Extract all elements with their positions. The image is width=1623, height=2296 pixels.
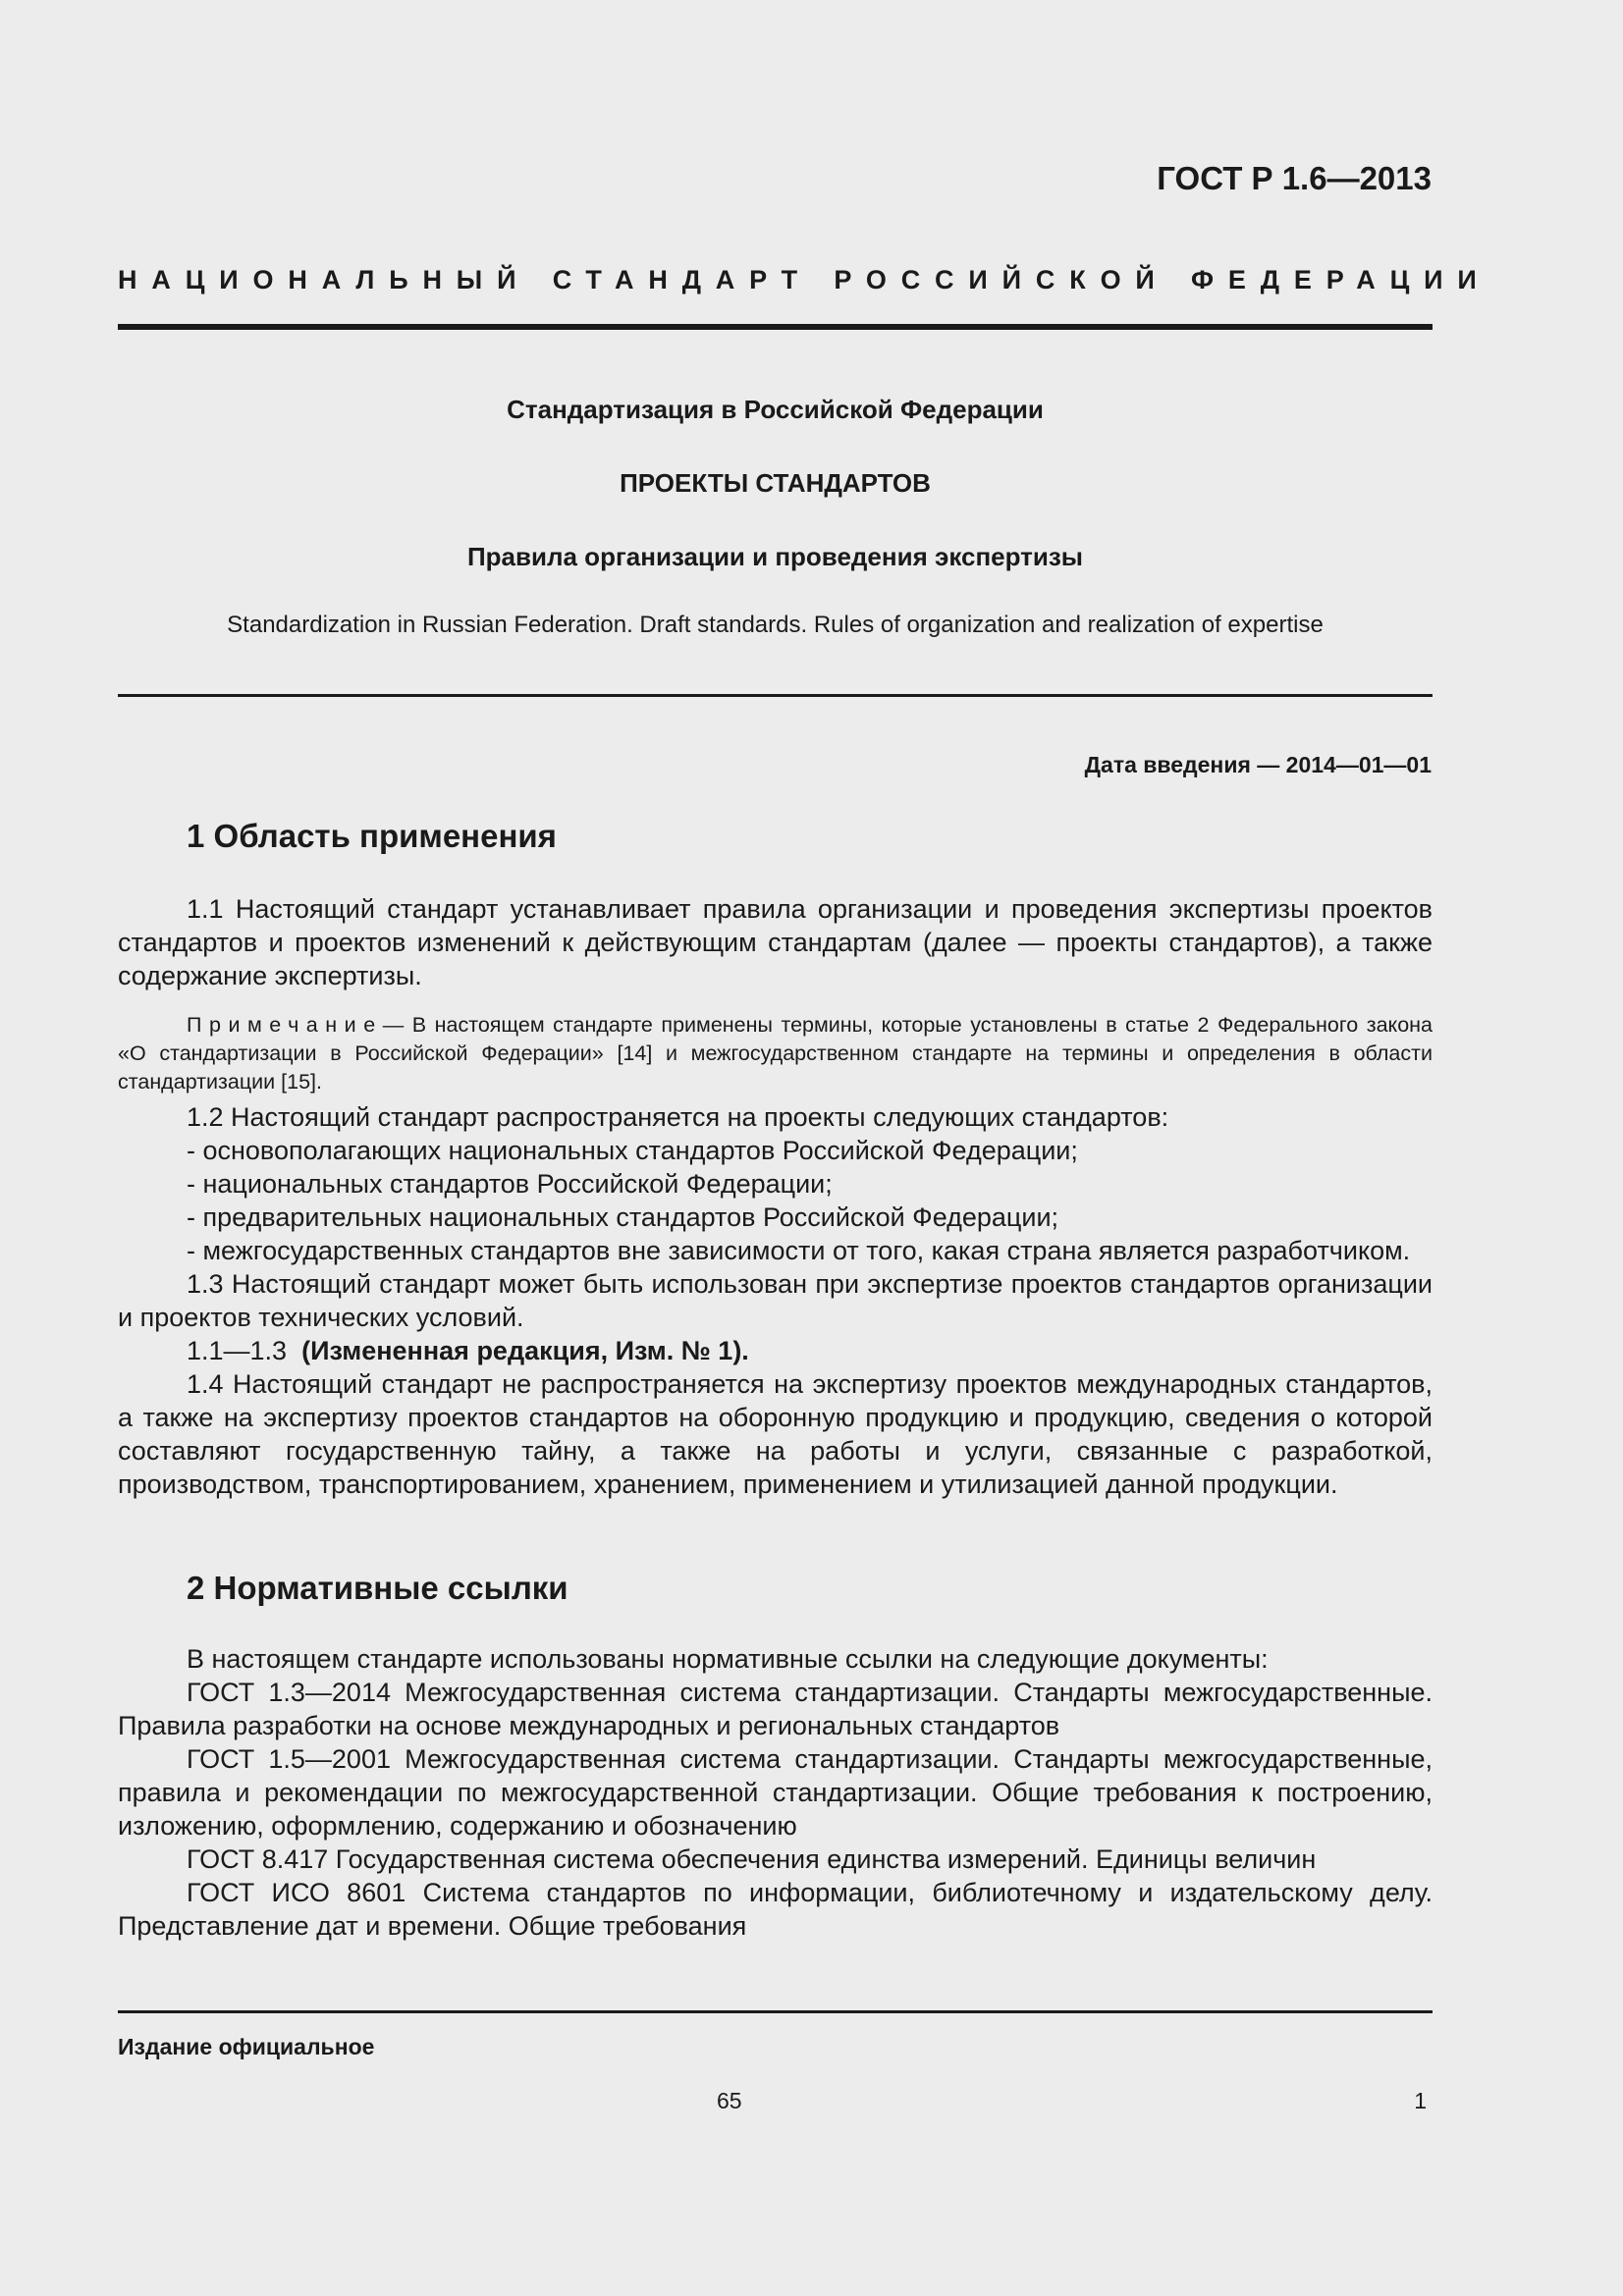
official-edition-label: Издание официальное: [118, 2034, 375, 2059]
note: [118, 1011, 1433, 1096]
national-standard-banner: НАЦИОНАЛЬНЫЙ СТАНДАРТ РОССИЙСКОЙ ФЕДЕРАЦИИ: [118, 265, 1491, 294]
reference-item: ГОСТ 8.417 Государственная система обеспечения единства измерений. Единицы величин: [187, 1844, 1317, 1874]
introduction-date: Дата введения — 2014—01—01: [1084, 752, 1432, 777]
title-line-2: ПРОЕКТЫ СТАНДАРТОВ: [620, 468, 931, 498]
section-1-heading: 1 Область применения: [187, 818, 557, 854]
standard-code: ГОСТ Р 1.6—2013: [1157, 160, 1432, 196]
references-intro: В настоящем стандарте использованы нормативные ссылки на следующие документы:: [187, 1644, 1269, 1674]
page-number-center: 65: [717, 2088, 742, 2113]
title-english: Standardization in Russian Federation. Draft standards. Rules of organization and realization of expertise: [227, 612, 1324, 638]
note-text: — В настоящем стандарте применены термины, которые установлены в статье 2 Федерального закона «О стандартизации в Российской Федерации» [14] и межгосударственном стандарте на термины и определения в области стандартизации [15].: [118, 1013, 1433, 1094]
amendment-range: 1.1—1.3: [187, 1336, 288, 1365]
paragraph-1-3: 1.3 Настоящий стандарт может быть использован при экспертизе проектов стандартов организации и проектов технических условий.: [118, 1269, 1433, 1332]
page-number-right: 1: [1414, 2088, 1427, 2113]
title-line-3: Правила организации и проведения экспертизы: [466, 542, 1083, 571]
note-label: Примечание: [187, 1013, 383, 1037]
reference-item: ГОСТ 1.3—2014 Межгосударственная система стандартизации. Стандарты межгосударственные. Правила разработки на основе международных и региональных стандартов: [118, 1678, 1433, 1740]
header-rule: [118, 324, 1433, 330]
section-2-heading: 2 Нормативные ссылки: [187, 1570, 568, 1606]
reference-item: ГОСТ 1.5—2001 Межгосударственная система стандартизации. Стандарты межгосударственные, правила и рекомендации по межгосударственной стандартизации. Общие требования к построению, изложению, оформлению, содержанию и обозначению: [118, 1744, 1433, 1841]
list-item: - межгосударственных стандартов вне зависимости от того, какая страна является разработчиком.: [187, 1236, 1411, 1265]
paragraph-1-4: 1.4 Настоящий стандарт не распространяется на экспертизу проектов международных стандартов, а также на экспертизу проектов стандартов на оборонную продукцию и продукцию, сведения о которой составляют государственную тайну, а также на работы и услуги, связанные с разработкой, производством, транспортированием, хранением, применением и утилизацией данной продукции.: [118, 1369, 1433, 1499]
list-item: - предварительных национальных стандартов Российской Федерации;: [187, 1202, 1059, 1232]
list-item: - основополагающих национальных стандартов Российской Федерации;: [187, 1136, 1078, 1165]
title-line-1: Стандартизация в Российской Федерации: [507, 395, 1044, 424]
reference-item: ГОСТ ИСО 8601 Система стандартов по информации, библиотечному и издательскому делу. Представление дат и времени. Общие требования: [118, 1878, 1433, 1941]
amendment-note: [118, 1334, 1433, 1367]
footer-rule: [118, 2010, 1433, 2013]
paragraph-1-1: 1.1 Настоящий стандарт устанавливает правила организации и проведения экспертизы проектов стандартов и проектов изменений к действующим стандартам (далее — проекты стандартов), а также содержание экспертизы.: [118, 894, 1433, 990]
amendment-text: (Измененная редакция, Изм. № 1).: [301, 1336, 749, 1365]
list-item: - национальных стандартов Российской Федерации;: [187, 1169, 833, 1199]
title-rule: [118, 694, 1433, 697]
paragraph-1-2: 1.2 Настоящий стандарт распространяется на проекты следующих стандартов:: [187, 1102, 1169, 1132]
section-1-body: [118, 892, 1433, 1501]
section-2-body: [118, 1642, 1433, 1943]
